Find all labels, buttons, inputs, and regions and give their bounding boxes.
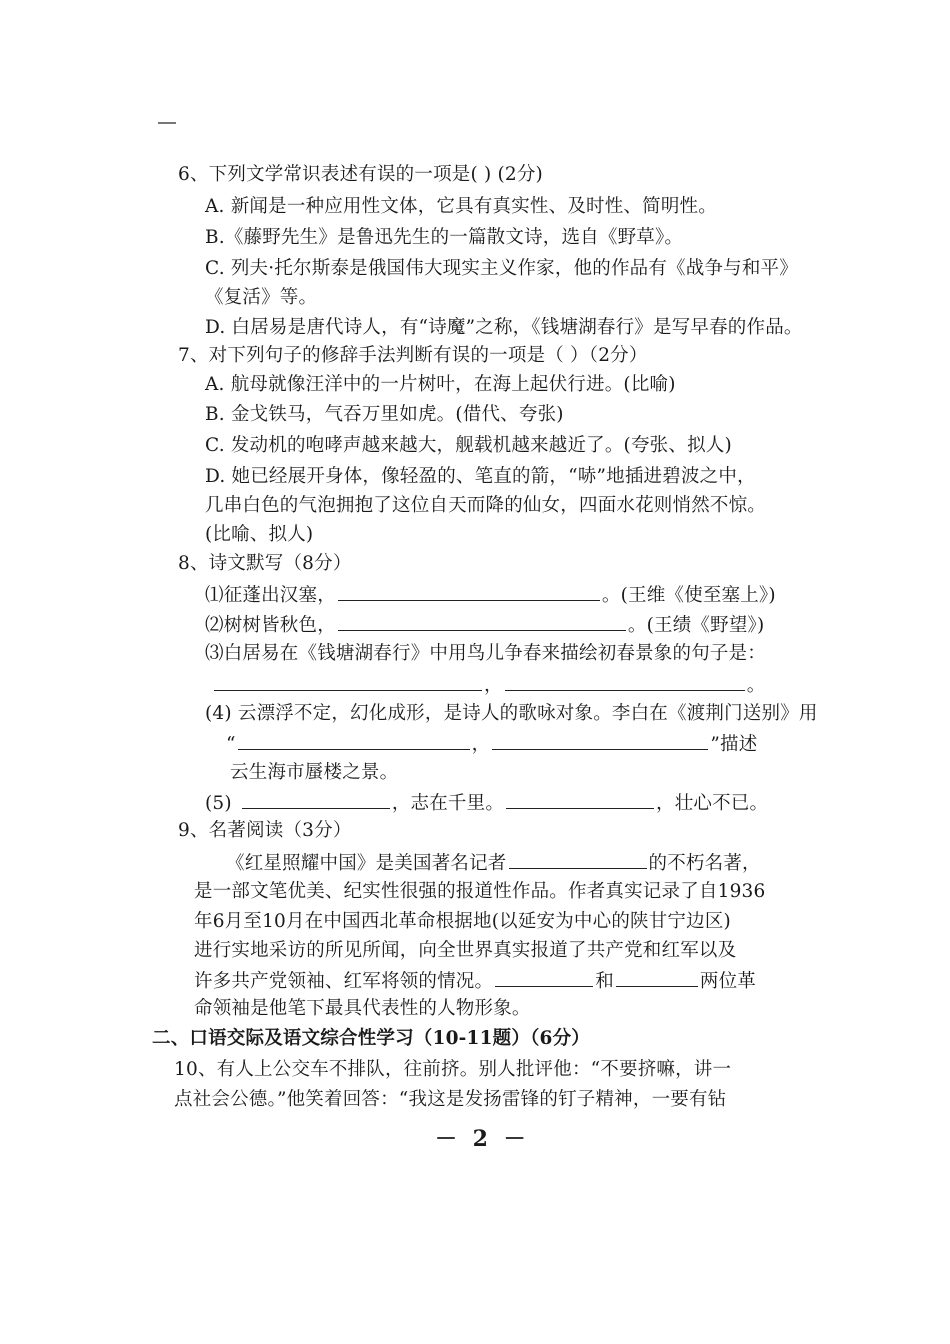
q6-option-b: B.《藤野先生》是鲁迅先生的一篇散文诗，选自《野草》。 <box>205 227 684 248</box>
q8-line-6 <box>226 731 757 757</box>
q9-para-6: 命领袖是他笔下最具代表性的人物形象。 <box>194 998 531 1019</box>
q6-option-c: C. 列夫·托尔斯泰是俄国伟大现实主义作家，他的作品有《战争与和平》 <box>205 258 798 279</box>
q8-line-3: ⑶白居易在《钱塘湖春行》中用鸟儿争春来描绘初春景象的句子是： <box>205 643 767 664</box>
answer-blank[interactable] <box>242 790 390 809</box>
q6-option-a: A. 新闻是一种应用性文体，它具有真实性、及时性、简明性。 <box>205 196 717 217</box>
q8-line-1-source: 。(王维《使至塞上》) <box>601 585 776 606</box>
q7-option-d-note: (比喻、拟人) <box>205 524 314 545</box>
q8-line-4-comma: ， <box>484 675 503 696</box>
q8-line-7: 云生海市蜃楼之景。 <box>230 762 399 783</box>
q9-para-5-text: 许多共产党领袖、红军将领的情况。 <box>194 971 494 992</box>
q8-line-2-text: ⑵树树皆秋色， <box>205 615 336 636</box>
page-number: － 2 － <box>435 1126 530 1152</box>
q7-stem: 7、对下列句子的修辞手法判断有误的一项是（ ）（2分） <box>178 345 648 366</box>
answer-blank[interactable] <box>495 968 593 987</box>
answer-blank[interactable] <box>214 672 482 691</box>
answer-blank[interactable] <box>338 582 600 601</box>
q8-line-6-comma: ， <box>471 734 491 755</box>
q8-line-6-close: ”描述 <box>710 734 758 755</box>
q8-line-6-open: “ <box>226 734 236 755</box>
q8-line-2-source: 。(王绩《野望》) <box>627 615 765 636</box>
q7-option-b: B. 金戈铁马，气吞万里如虎。(借代、夸张) <box>205 404 564 425</box>
q8-line-8-num: (5) <box>205 793 232 814</box>
q7-option-d: D. 她已经展开身体，像轻盈的、笔直的箭，“哧”地插进碧波之中， <box>205 466 756 487</box>
q10-line-1: 10、有人上公交车不排队，往前挤。别人批评他：“不要挤嘛，讲一 <box>174 1059 732 1080</box>
q9-para-3: 年6月至10月在中国西北革命根据地(以延安为中心的陕甘宁边区) <box>194 911 731 932</box>
q9-para-5-and: 和 <box>595 971 614 992</box>
q9-para-1-end: 的不朽名著， <box>648 853 761 874</box>
answer-blank[interactable] <box>509 850 647 869</box>
q8-line-1-text: ⑴征蓬出汉塞， <box>205 585 336 606</box>
q8-line-1 <box>205 582 776 608</box>
q8-line-5: (4) 云漂浮不定，幻化成形，是诗人的歌咏对象。李白在《渡荆门送别》用 <box>205 703 818 724</box>
q8-line-4 <box>212 672 765 698</box>
answer-blank[interactable] <box>492 731 708 750</box>
q9-para-1-text: 《红星照耀中国》是美国著名记者 <box>226 853 507 874</box>
q8-line-8-end: ，壮心不已。 <box>656 793 769 814</box>
q6-stem: 6、下列文学常识表述有误的一项是( ) (2分) <box>178 164 543 185</box>
q6-option-c-cont: 《复活》等。 <box>205 287 318 308</box>
answer-blank[interactable] <box>506 790 654 809</box>
q8-line-2 <box>205 612 764 638</box>
answer-blank[interactable] <box>616 968 698 987</box>
answer-blank[interactable] <box>238 731 470 750</box>
q9-para-5 <box>194 968 756 994</box>
scan-mark <box>158 122 176 124</box>
q10-line-2: 点社会公德。”他笑着回答：“我这是发扬雷锋的钉子精神，一要有钻 <box>174 1089 727 1110</box>
answer-blank[interactable] <box>338 612 626 631</box>
q8-stem: 8、诗文默写（8分） <box>178 553 352 574</box>
q7-option-c: C. 发动机的咆哮声越来越大，舰载机越来越近了。(夸张、拟人) <box>205 435 732 456</box>
answer-blank[interactable] <box>505 672 745 691</box>
q8-line-4-end: 。 <box>746 675 766 696</box>
q7-option-d-cont: 几串白色的气泡拥抱了这位自天而降的仙女，四面水花则悄然不惊。 <box>205 495 767 516</box>
q8-line-8 <box>205 790 768 816</box>
q9-para-1 <box>226 850 761 876</box>
q9-para-4: 进行实地采访的所见所闻，向全世界真实报道了共产党和红军以及 <box>194 940 737 961</box>
q8-line-8-mid: ，志在千里。 <box>391 793 505 814</box>
q9-para-5-end: 两位革 <box>699 971 757 992</box>
section-2-heading: 二、口语交际及语文综合性学习（10-11题）（6分） <box>152 1028 590 1049</box>
q9-para-2: 是一部文笔优美、纪实性很强的报道性作品。作者真实记录了自1936 <box>194 881 766 902</box>
q7-option-a: A. 航母就像汪洋中的一片树叶，在海上起伏行进。(比喻) <box>205 374 676 395</box>
q6-option-d: D. 白居易是唐代诗人，有“诗魔”之称，《钱塘湖春行》是写早春的作品。 <box>205 317 803 338</box>
q9-stem: 9、名著阅读（3分） <box>178 820 352 841</box>
